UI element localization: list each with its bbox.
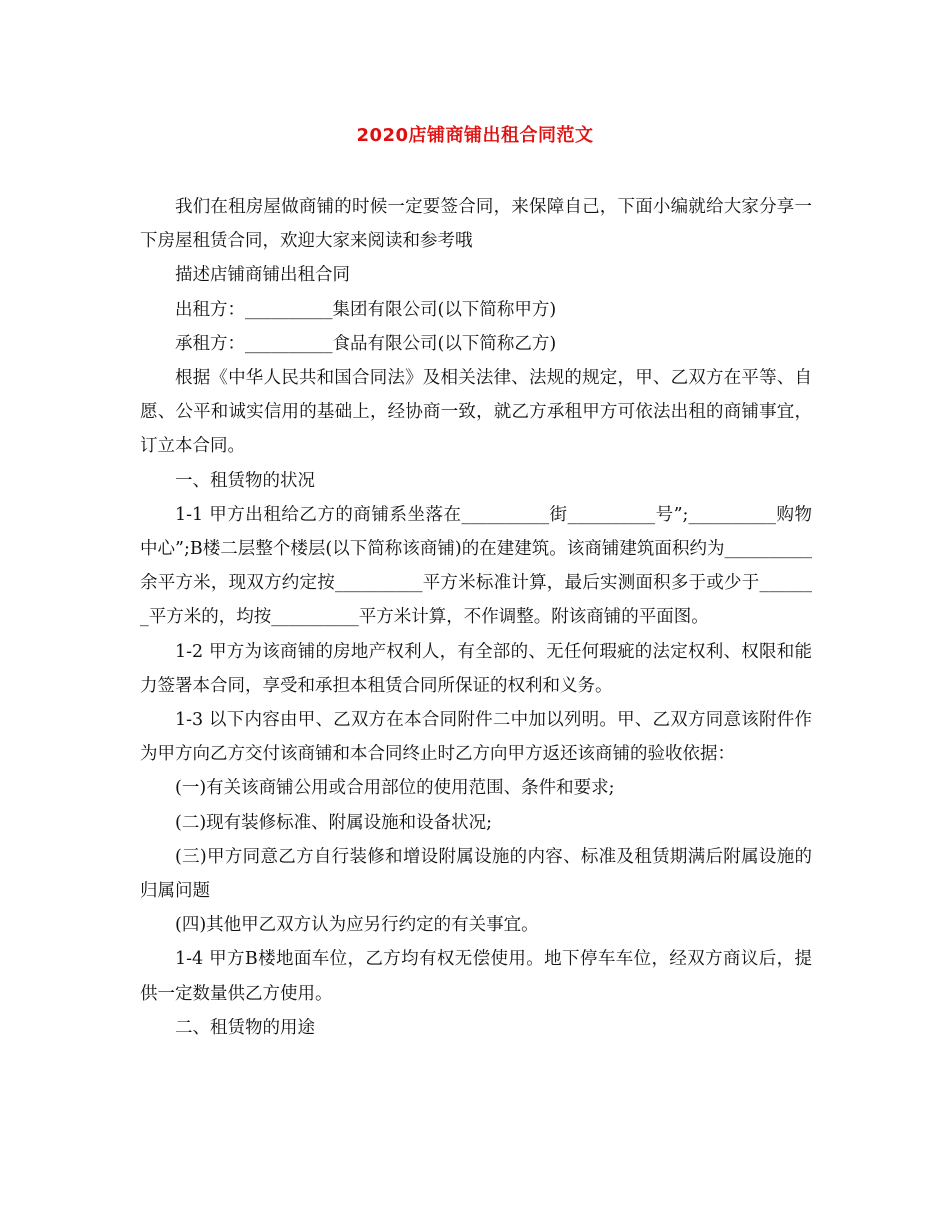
clause-1-1: 1-1 甲方出租给乙方的商铺系坐落在__________街__________号”;__________购物中心”;B楼二层整个楼层(以下简称该商铺)的在建建筑。该商铺建筑面积约为__________余平方米，现双方约定按__________平方米标准计算，最后实测面积多于或少于_______平方米的，均按__________平方米计算，不作调整。附该商铺的平面图。 [140,504,812,628]
section-heading-1: 一、租赁物的状况 [175,470,315,491]
document-body [140,190,812,1045]
clause-item-4: (四)其他甲乙双方认为应另行约定的有关事宜。 [175,915,539,936]
clause-1-4: 1-4 甲方B楼地面车位，乙方均有权无偿使用。地下停车车位，经双方商议后，提供一定数量供乙方使用。 [140,949,812,1004]
paragraph-intro: 我们在租房屋做商铺的时候一定要签合同，来保障自己，下面小编就给大家分享一下房屋租赁合同，欢迎大家来阅读和参考哦 [140,197,812,252]
document-title: 2020店铺商铺出租合同范文 [356,125,594,146]
paragraph-lessee: 承租方：__________食品有限公司(以下简称乙方) [175,333,557,354]
clause-1-3: 1-3 以下内容由甲、乙双方在本合同附件二中加以列明。甲、乙双方同意该附件作为甲方向乙方交付该商铺和本合同终止时乙方向甲方返还该商铺的验收依据： [140,710,812,765]
clause-item-3: (三)甲方同意乙方自行装修和增设附属设施的内容、标准及租赁期满后附属设施的归属问题 [140,846,812,902]
clause-item-1: (一)有关该商铺公用或合用部位的使用范围、条件和要求; [175,778,615,799]
paragraph-heading-description: 描述店铺商铺出租合同 [175,265,350,286]
clause-1-2: 1-2 甲方为该商铺的房地产权利人，有全部的、无任何瑕疵的法定权利、权限和能力签署本合同，享受和承担本租赁合同所保证的权利和义务。 [140,641,812,696]
paragraph-legal-basis: 根据《中华人民共和国合同法》及相关法律、法规的规定，甲、乙双方在平等、自愿、公平和诚实信用的基础上，经协商一致，就乙方承租甲方可依法出租的商铺事宜，订立本合同。 [140,368,812,457]
section-heading-2: 二、租赁物的用途 [175,1017,315,1038]
paragraph-lessor: 出租方：__________集团有限公司(以下简称甲方) [175,299,557,320]
clause-item-2: (二)现有装修标准、附属设施和设备状况; [175,812,493,833]
